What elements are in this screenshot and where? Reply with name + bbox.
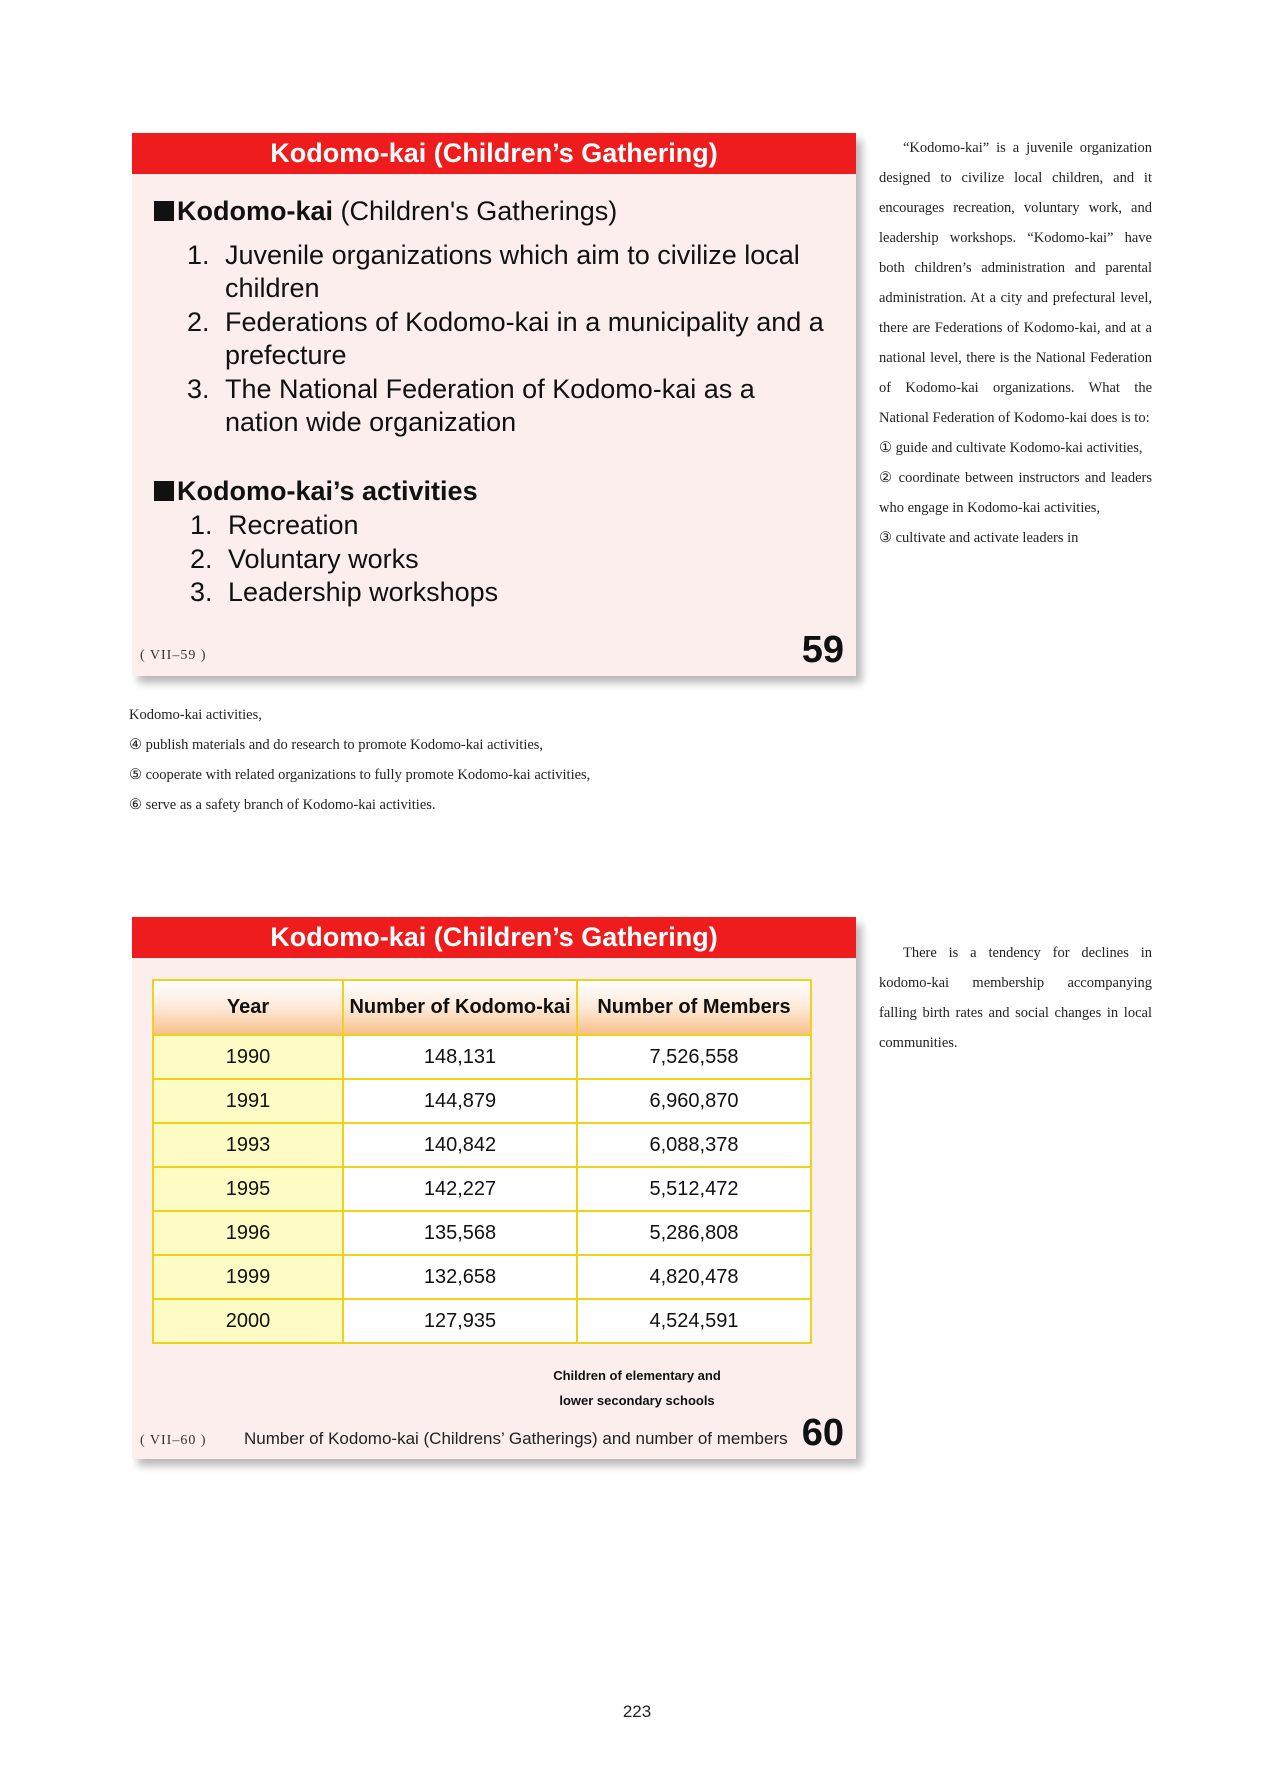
below-line: Kodomo-kai activities,: [129, 707, 262, 723]
cell-year: 1995: [153, 1167, 343, 1211]
table-note-line: Children of elementary and: [553, 1368, 721, 1383]
cell-kodomo-kai: 144,879: [343, 1079, 577, 1123]
cell-members: 4,820,478: [577, 1255, 811, 1299]
table-note-line: lower secondary schools: [559, 1393, 715, 1408]
slide-number: 60: [801, 1412, 844, 1454]
side-paragraph: “Kodomo-kai” is a juvenile organization designed to civilize local children, and it encourages recreation, voluntary work, and leadership workshops. “Kodomo-kai” have both children’s administration and parental administration. At a city and prefectural level, there are Federations of Kodomo-kai, and at a national level, there is the National Federation of Kodomo-kai organizations. What the National Federation of Kodomo-kai does is to:: [879, 140, 1152, 426]
slide-60-title: Kodomo-kai (Children’s Gathering): [132, 917, 856, 958]
square-bullet-icon: [154, 201, 174, 221]
cell-members: 5,286,808: [577, 1211, 811, 1255]
membership-table: [152, 979, 812, 1344]
cell-year: 1999: [153, 1255, 343, 1299]
cell-year: 1993: [153, 1123, 343, 1167]
table-header-row: [153, 980, 811, 1035]
section-heading-rest: (Children's Gatherings): [333, 196, 618, 226]
slide-number: 59: [801, 629, 844, 671]
cell-year: 1991: [153, 1079, 343, 1123]
cell-year: 1990: [153, 1035, 343, 1079]
cell-kodomo-kai: 148,131: [343, 1035, 577, 1079]
item-text: Federations of Kodomo-kai in a municipality and a prefecture: [225, 307, 824, 370]
below-text: [129, 700, 849, 820]
side-list-item: ② coordinate between instructors and leaders who engage in Kodomo-kai activities,: [879, 470, 1152, 516]
table-row: [153, 1167, 811, 1211]
cell-members: 6,960,870: [577, 1079, 811, 1123]
cell-members: 4,524,591: [577, 1299, 811, 1343]
table-row: [153, 1123, 811, 1167]
side-list-item: ① guide and cultivate Kodomo-kai activities,: [879, 440, 1143, 456]
square-bullet-icon: [154, 481, 174, 501]
cell-kodomo-kai: 127,935: [343, 1299, 577, 1343]
side-list-item: ③ cultivate and activate leaders in: [879, 530, 1079, 546]
page-number: 223: [622, 1702, 652, 1721]
cell-kodomo-kai: 142,227: [343, 1167, 577, 1211]
below-line: ④ publish materials and do research to promote Kodomo-kai activities,: [129, 737, 544, 753]
cell-members: 6,088,378: [577, 1123, 811, 1167]
cell-kodomo-kai: 135,568: [343, 1211, 577, 1255]
slide-reference: ( VII–60 ): [140, 1433, 207, 1448]
item-number: 1.: [190, 510, 213, 540]
cell-members: 7,526,558: [577, 1035, 811, 1079]
table-row: [153, 1079, 811, 1123]
cell-members: 5,512,472: [577, 1167, 811, 1211]
header-number-kodomo-kai: Number of Kodomo-kai: [343, 980, 577, 1035]
table-row: [153, 1211, 811, 1255]
slide-60: [132, 917, 856, 1459]
side-paragraph: There is a tendency for declines in kodomo-kai membership accompanying falling birth rates and social changes in local communities.: [879, 945, 1152, 1051]
list-item: [187, 239, 827, 305]
cell-kodomo-kai: 132,658: [343, 1255, 577, 1299]
section-kodomo-kai-heading: [154, 195, 617, 227]
list-item: [187, 306, 827, 372]
below-line: ⑥ serve as a safety branch of Kodomo-kai activities.: [129, 797, 436, 813]
list-item: [190, 543, 690, 576]
item-text: The National Federation of Kodomo-kai as a nation wide organization: [225, 374, 755, 437]
header-number-members: Number of Members: [577, 980, 811, 1035]
item-number: 2.: [187, 307, 210, 337]
item-number: 3.: [187, 374, 210, 404]
side-text-2: [879, 938, 1152, 1058]
cell-year: 2000: [153, 1299, 343, 1343]
cell-kodomo-kai: 140,842: [343, 1123, 577, 1167]
below-line: ⑤ cooperate with related organizations to fully promote Kodomo-kai activities,: [129, 767, 591, 783]
item-text: Recreation: [228, 510, 359, 540]
section-activities-heading: [154, 475, 478, 507]
list-item: [190, 576, 690, 609]
list-item: [190, 509, 690, 542]
side-text-1: [879, 133, 1152, 553]
table-caption: Number of Kodomo-kai (Childrens’ Gatherings) and number of members: [244, 1429, 788, 1448]
item-text: Juvenile organizations which aim to civilize local children: [225, 240, 800, 303]
item-text: Leadership workshops: [228, 577, 499, 607]
item-number: 2.: [190, 544, 213, 574]
section-heading-bold: Kodomo-kai: [177, 196, 334, 226]
item-text: Voluntary works: [228, 544, 419, 574]
list-item: [187, 373, 787, 439]
cell-year: 1996: [153, 1211, 343, 1255]
item-number: 3.: [190, 577, 213, 607]
slide-59: [132, 133, 856, 676]
header-year: Year: [153, 980, 343, 1035]
table-row: [153, 1035, 811, 1079]
item-number: 1.: [187, 240, 210, 270]
slide-59-title: Kodomo-kai (Children’s Gathering): [132, 133, 856, 174]
table-note: [552, 1363, 722, 1413]
section-heading-bold: Kodomo-kai’s activities: [177, 476, 478, 506]
table-row: [153, 1255, 811, 1299]
table-row: [153, 1299, 811, 1343]
slide-reference: ( VII–59 ): [140, 648, 207, 663]
